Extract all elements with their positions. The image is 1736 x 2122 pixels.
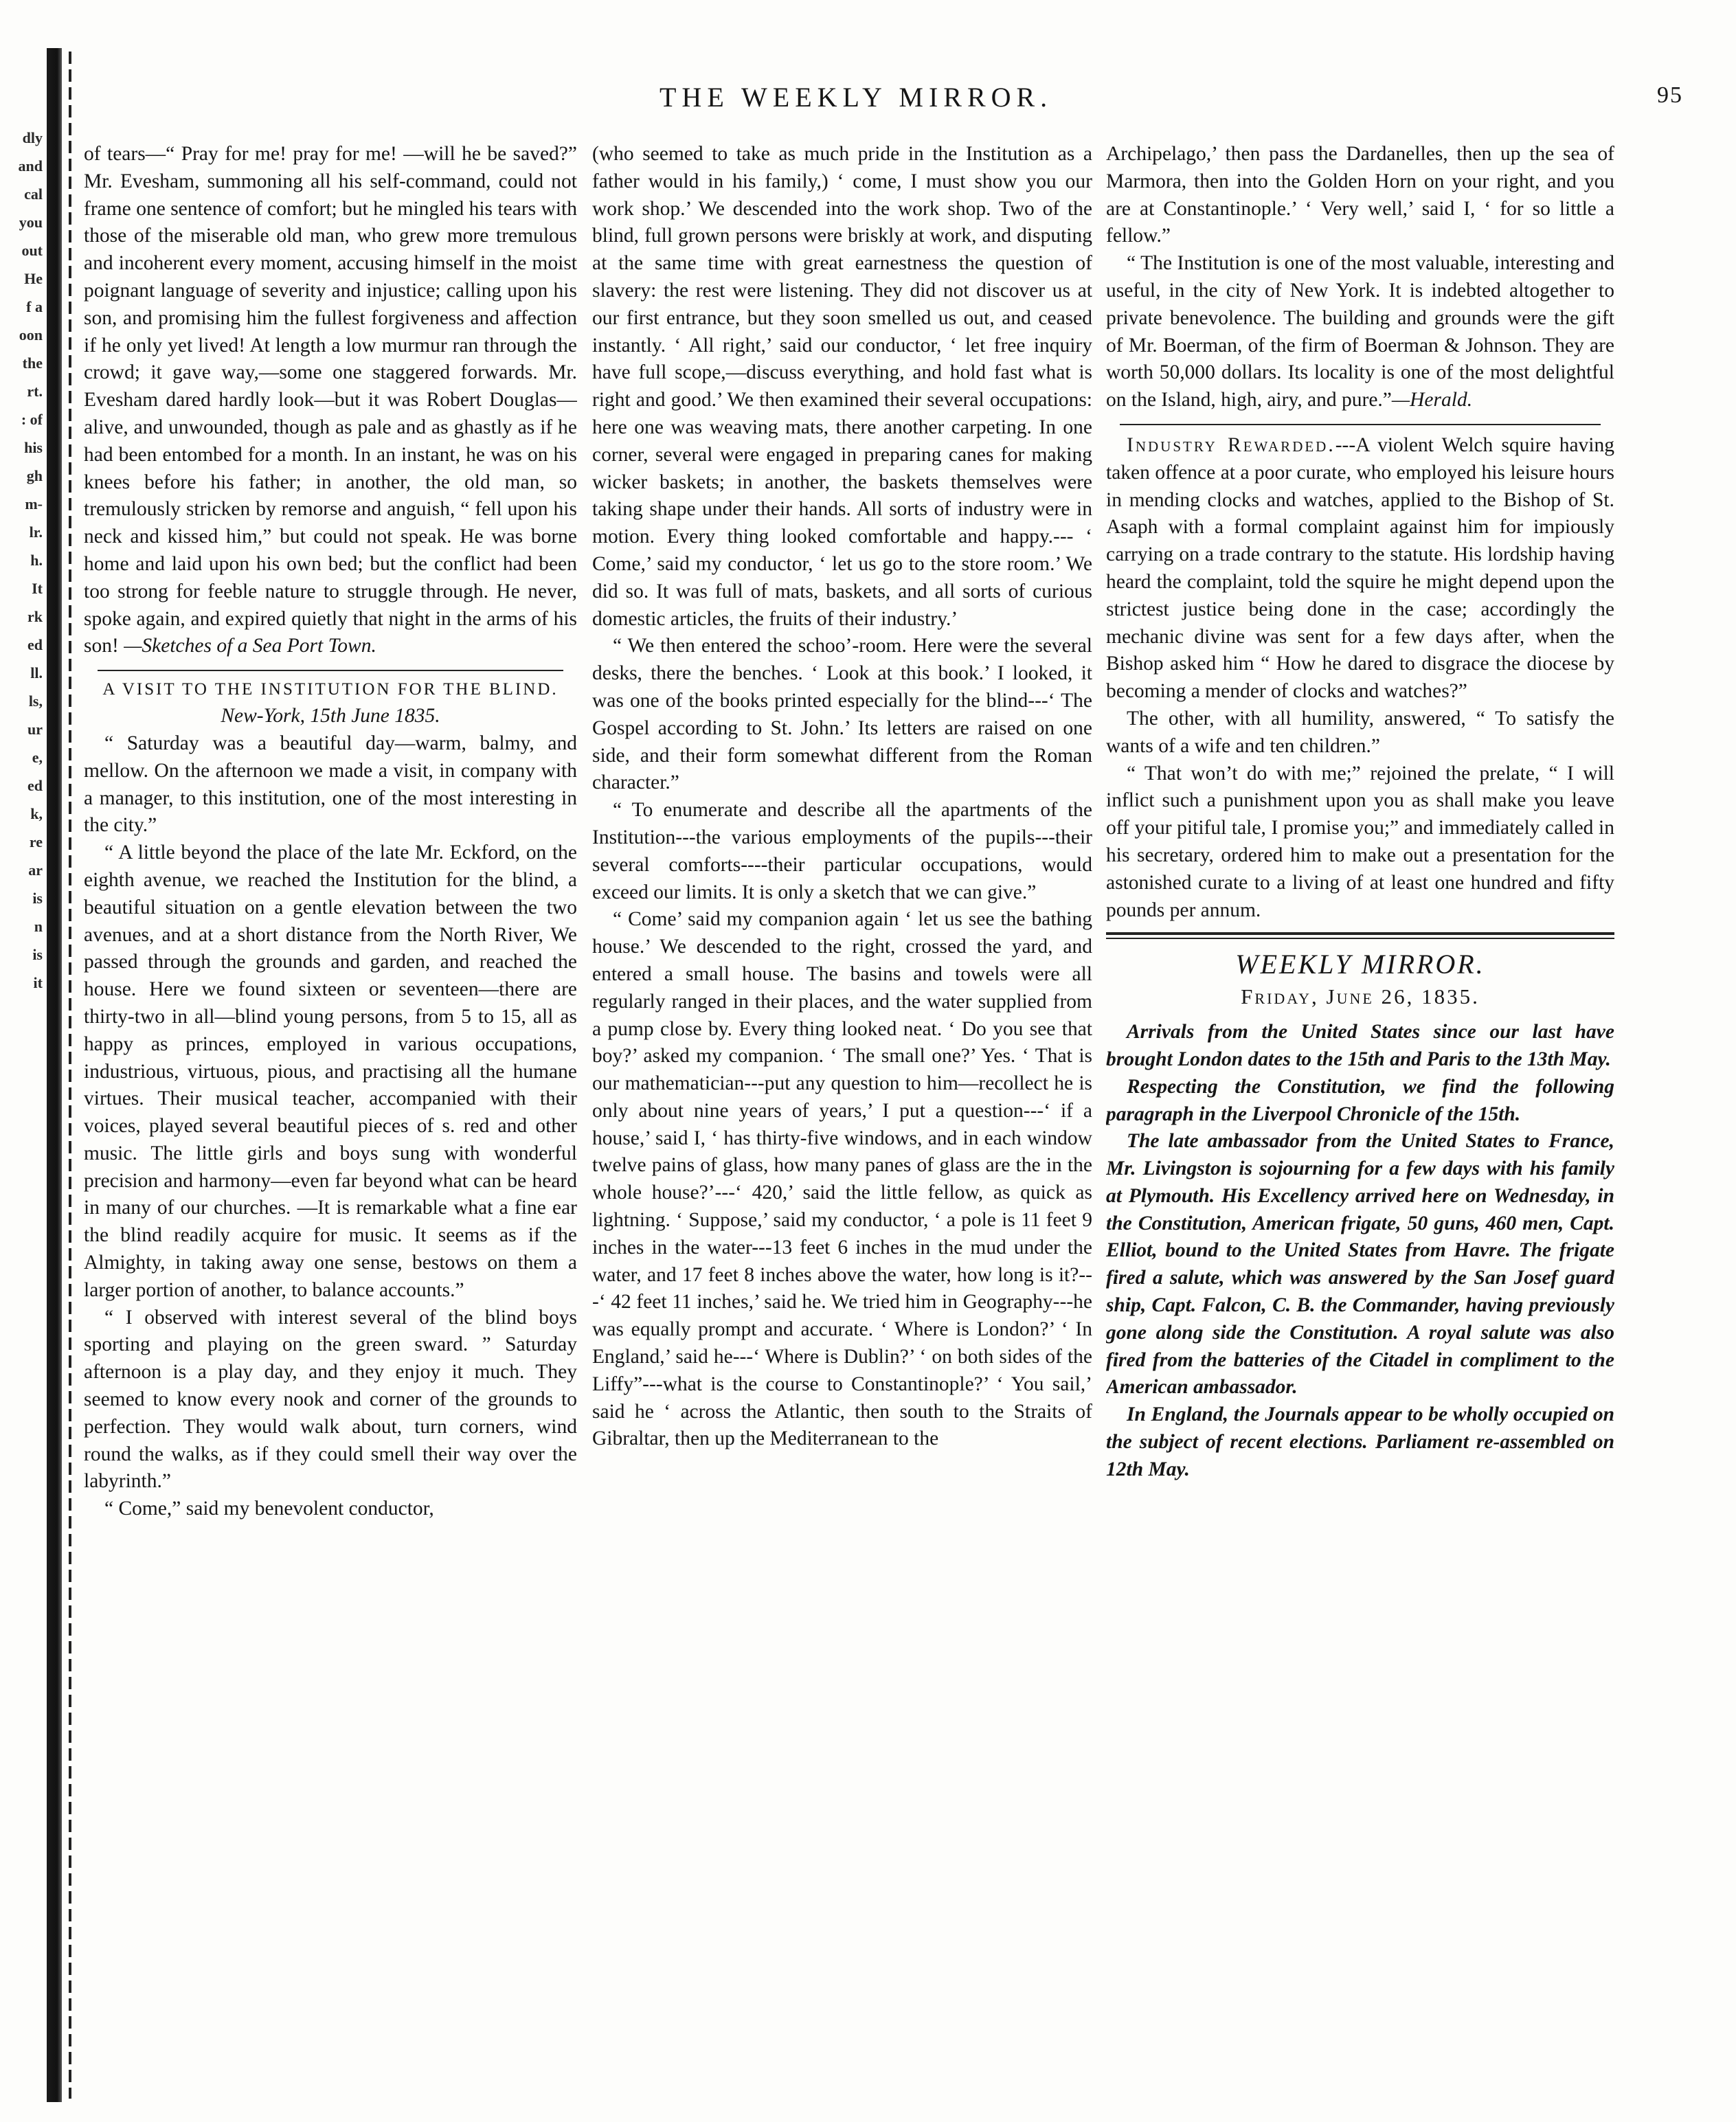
margin-fragment: He [24, 270, 43, 287]
paragraph: “ I observed with interest several of the blind boys sporting and playing on the green sward. ” Saturday afternoon is a play day, and they enjoy it much. They seemed to know every nook and corner of the grounds to perfection. They would walk about, turn corners, wind round the walks, as if they could smell their way over the labyrinth.” [84, 1306, 577, 1493]
paragraph-text: ---A violent Welch squire having taken offence at a poor curate, who employed his leisure hours in mending clocks and watches, applied to the Bishop of St. Asaph with a formal complaint against him for impiously carrying on a trade contrary to the statute. His lordship having heard the complaint, told the squire he might depend upon the strictest justice being done in the case; accordingly the mechanic divine was sent for a few days after, when the Bishop asked him “ How he dared to disgrace the diocese by becoming a mender of clocks and watches?” [1106, 433, 1614, 703]
margin-fragment: you [19, 214, 43, 231]
article-lead: Industry Rewarded. [1127, 433, 1335, 456]
margin-fragment: m- [25, 495, 43, 512]
margin-fragment: f a [26, 298, 43, 315]
news-item: Arrivals from the United States since our last have brought London dates to the 15th and Paris to the 13th May. [1106, 1021, 1614, 1070]
section-divider [98, 670, 563, 671]
running-header [0, 81, 1736, 115]
margin-fragment: gh [26, 467, 43, 484]
paragraph: “ Saturday was a beautiful day—warm, balmy, and mellow. On the afternoon we made a visit, in company with a manager, to this institution, one of the most interesting in the city.” [84, 732, 577, 837]
margin-fragment: dly [22, 129, 43, 146]
article-heading: A VISIT TO THE INSTITUTION FOR THE BLIND. [102, 680, 559, 699]
margin-fragment: lr. [29, 523, 43, 541]
paragraph: The other, with all humility, answered, “ To satisfy the wants of a wife and ten children.” [1106, 707, 1614, 757]
paragraph: “ Come,” said my benevolent conductor, [104, 1498, 434, 1520]
margin-fragment: out [21, 242, 43, 259]
article-source: —Herald. [1391, 389, 1473, 411]
margin-fragment: ll. [30, 664, 43, 681]
page-number: 95 [1657, 82, 1683, 108]
margin-fragment: It [32, 580, 43, 597]
margin-fragment: ed [27, 777, 43, 794]
paragraph: “ We then entered the schoo’-room. Here were the several desks, there the benches. ‘ Look at this book.’ I looked, it was one of the books printed especially for the blind---‘ The Gospel according to St. John.’ Its letters are raised on one side, and their form somewhat different from the Roman character.” [592, 635, 1092, 794]
news-item: In England, the Journals appear to be wholly occupied on the subject of recent elections. Parliament re-assembled on 12th May. [1106, 1403, 1614, 1480]
paragraph: “ Come’ said my companion again ‘ let us see the bathing house.’ We descended to the right, crossed the yard, and entered a small house. The basins and towels were all regularly ranged in their places, and the water supplied from a pump close by. Every thing looked neat. ‘ Do you see that boy?’ asked my companion. ‘ The small one?’ Yes. ‘ That is our mathematician---put any question to him—recollect he is only about nine years of years,’ I put a question---‘ if a house,’ said I, ‘ has thirty-five windows, and in each window twelve pains of glass, how many panes of glass are the in the whole house?’---‘ 420,’ said the little fellow, as quick as lightning. ‘ Suppose,’ said my conductor, ‘ a pole is 11 feet 9 inches in the water---13 feet 6 inches in the mud under the water, and 17 feet 8 inches above the water, how long is it?---‘ 42 feet 11 inches,’ said he. We tried him in Geography---he was equally prompt and accurate. ‘ Where is London?’ ‘ In England,’ said he---‘ Where is Dublin?’ ‘ on both sides of the Liffy”---what is the course to Constantinople?’ ‘ You sail,’ said he ‘ across the Atlantic, then south to the Straits of Gibraltar, then up the Mediterranean to the [592, 908, 1092, 1450]
article-text: of tears—“ Pray for me! pray for me! —will he be saved?” Mr. Evesham, summoning all his self-command, could not frame one sentence of comfort; but he mingled his tears with those of the miserable old man, who grew more tremulous and incoherent every moment, accusing himself in the moist poignant language of severity and injustice; calling upon his son, and promising him the fullest forgiveness and affection if he only yet lived! At length a low murmur ran through the crowd; it gave way,—some one staggered forwards. Mr. Evesham dared hardly look—but it was Robert Douglas—alive, and unwounded, though as pale and as ghastly as if he had been entombed for a month. In an instant, he was on his knees before his father; in another, the old man, so tremulously stricken by remorse and anguish, “ fell upon his neck and kissed him,” but could not speak. He was borne home and laid upon his own bed; but the conflict had been too strong for feeble nature to struggle through. He never, spoke again, and expired quietly that night in the arms of his son! [84, 143, 577, 657]
margin-fragment: rk [27, 608, 43, 625]
margin-fragment: and [18, 157, 43, 174]
margin-fragment: rt. [27, 383, 43, 400]
facing-page-fragments [0, 124, 43, 997]
paragraph [1106, 432, 1614, 706]
header-title: THE WEEKLY MIRROR. [660, 82, 1053, 113]
margin-fragment: re [29, 833, 43, 850]
margin-fragment: n [34, 918, 43, 935]
paragraph: “ To enumerate and describe all the apartments of the Institution---the various employments of the pupils---their several comforts----their particular occupations, would exceed our limits. It is only a sketch that we can give.” [592, 799, 1092, 903]
paragraph: (who seemed to take as much pride in the Institution as a father would in his family,) ‘ come, I must show you our work shop.’ We descended into the work shop. Two of the blind, full grown persons were briskly at work, and disputing at the same time with great earnestness the question of slavery: the rest were listening. They did not discover us at our first entrance, but they soon smelled us out, and ceased instantly. ‘ All right,’ said our conductor, ‘ let free inquiry have full scope,—discuss everything, and hold fast what is right and good.’ We then examined their several occupations: here one was weaving mats, there another carpeting. In one corner, several were engaged in preparing canes for making wicker baskets; in another, the baskets themselves were taking shape under their hands. All sorts of industry were in motion. Every thing looked comfortable and happy.--- ‘ Come,’ said my conductor, ‘ let us go to the store room.’ We did so. It was full of mats, baskets, and all sorts of curious domestic articles, the fruits of their industry.’ [592, 143, 1092, 630]
margin-fragment: ed [27, 636, 43, 653]
paragraph [1106, 250, 1614, 414]
margin-fragment: it [33, 974, 43, 991]
margin-fragment: : of [21, 411, 43, 428]
page-binding-shadow [47, 48, 62, 2102]
margin-fragment: oon [19, 326, 43, 343]
margin-fragment: his [24, 439, 43, 456]
paragraph-text: “ The Institution is one of the most valuable, interesting and useful, in the city of New York. It is indebted altogether to private benevolence. The building and grounds were the gift of Mr. Boerman, of the firm of Boerman & Johnson. They are worth 50,000 dollars. Its locality is one of the most delightful on the Island, high, airy, and pure.” [1106, 252, 1614, 411]
margin-fragment: h. [30, 552, 43, 569]
column-2 [592, 141, 1092, 2099]
margin-fragment: ar [28, 861, 43, 879]
paragraph: “ A little beyond the place of the late Mr. Eckford, on the eighth avenue, we reached the Institution for the blind, a beautiful situation on a gentle elevation between the two avenues, and at a short distance from the North River, We passed through the grounds and garden, and reached the house. Here we found sixteen or seventeen—there are thirty-two in all—blind young persons, from 5 to 15, all as happy as princes, employed in various occupations, industrious, virtuous, pious, and practising all the humane virtues. Their musical teacher, accompanied with their voices, played several beautiful pieces of s. red and other music. The little girls and boys sung with wonderful precision and harmony—even far beyond what can be heard in many of our churches. —It is remarkable what a fine ear the blind readily acquire for music. It seems as if the Almighty, in taking away one sense, bestows on them a larger portion of another, to balance accounts.” [84, 842, 577, 1301]
column-3 [1106, 141, 1614, 2099]
masthead-rule [1106, 932, 1614, 939]
binding-edge [69, 52, 71, 2099]
column-1 [84, 141, 577, 2099]
margin-fragment: ls, [28, 692, 43, 710]
margin-fragment: the [22, 354, 43, 372]
article-source: —Sketches of a Sea Port Town. [124, 635, 376, 657]
section-divider [1120, 424, 1601, 425]
paragraph: Archipelago,’ then pass the Dardanelles, then up the sea of Marmora, then into the Golden Horn on your right, and you are at Constantinople.’ ‘ Very well,’ said I, ‘ for so little a fellow.” [1106, 143, 1614, 247]
masthead-title: WEEKLY MIRROR. [1235, 949, 1485, 980]
margin-fragment: ur [27, 721, 43, 738]
margin-fragment: cal [24, 185, 43, 203]
news-items [1106, 1019, 1614, 1484]
news-item: The late ambassador from the United States to France, Mr. Livingston is sojourning for a few days with his family at Plymouth. His Excellency arrived here on Wednesday, in the Constitution, American frigate, 50 guns, 460 men, Capt. Elliot, bound to the United States from Havre. The frigate fired a salute, which was answered by the San Josef guard ship, Capt. Falcon, C. B. the Commander, having previously gone along side the Constitution. A royal salute was also fired from the batteries of the Citadel in compliment to the American ambassador. [1106, 1130, 1614, 1399]
article-dateline: New-York, 15th June 1835. [221, 705, 440, 727]
margin-fragment: is [32, 890, 43, 907]
masthead-date: Friday, June 26, 1835. [1241, 984, 1480, 1009]
margin-fragment: k, [30, 805, 43, 822]
margin-fragment: e, [32, 749, 43, 766]
news-item: Respecting the Constitution, we find the following paragraph in the Liverpool Chronicle of the 15th. [1106, 1075, 1614, 1125]
paragraph: “ That won’t do with me;” rejoined the prelate, “ I will inflict such a punishment upon you as shall make you leave off your pitiful tale, I promise you;” and immediately called in his secretary, ordered him to make out a presentation for the astonished curate to a living of at least one hundred and fifty pounds per annum. [1106, 762, 1614, 921]
margin-fragment: is [32, 946, 43, 963]
article-continuation [84, 141, 577, 660]
